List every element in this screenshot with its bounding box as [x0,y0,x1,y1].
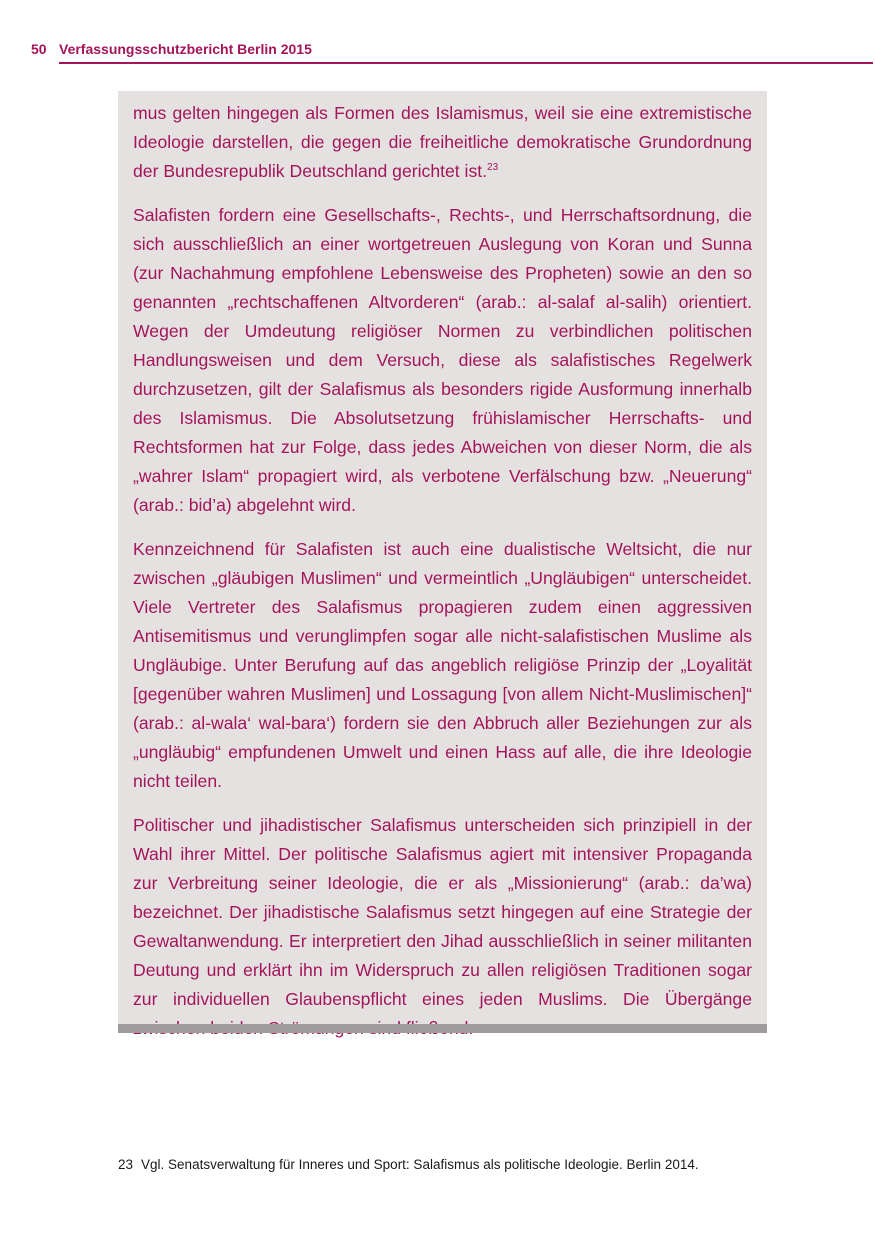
footnote [118,1156,778,1174]
footnote-text: Vgl. Senatsverwaltung für Inneres und Sport: Salafismus als politische Ideologie. Berlin 2014. [141,1157,699,1172]
page-number: 50 [31,41,47,57]
paragraph-1 [133,99,752,186]
info-box-bottom-bar [118,1024,767,1033]
header-rule [59,62,873,64]
paragraph-2: Salafisten fordern eine Gesellschafts-, Rechts-, und Herrschaftsordnung, die sich ausschließlich an einer wortgetreuen Auslegung von Koran und Sunna (zur Nachahmung empfohlene Lebensweise des Propheten) sowie an den so genannten „rechtschaffenen Altvorderen“ (arab.: al-salaf al-salih) orientiert. Wegen der Umdeutung religiöser Normen zu verbindlichen politischen Handlungsweisen und dem Versuch, diese als salafistisches Regelwerk durchzusetzen, gilt der Salafismus als besonders rigide Ausformung innerhalb des Islamismus. Die Absolutsetzung frühislamischer Herrschafts- und Rechtsformen hat zur Folge, dass jedes Abweichen von dieser Norm, die als „wahrer Islam“ propagiert wird, als verbotene Verfälschung bzw. „Neuerung“ (arab.: bid’a) abgelehnt wird. [133,205,752,515]
info-box-content [133,99,752,1058]
paragraph-4: Politischer und jihadistischer Salafismus unterscheiden sich prinzipiell in der Wahl ihrer Mittel. Der politische Salafismus agiert mit intensiver Propaganda zur Verbreitung seiner Ideologie, die er als „Missionierung“ (arab.: da’wa) bezeichnet. Der jihadistische Salafismus setzt hingegen auf eine Strategie der Gewaltanwendung. Er interpretiert den Jihad ausschließlich in seiner militanten Deutung und erklärt ihn im Widerspruch zu allen religiösen Traditionen sogar zur individuellen Glaubenspflicht eines jeden Muslims. Die Übergänge [133,815,752,1009]
running-title: Verfassungsschutzbericht Berlin 2015 [59,41,312,57]
footnote-number: 23 [118,1157,134,1172]
info-box [118,91,767,1024]
paragraph-1-text: mus gelten hingegen als Formen des Islamismus, weil sie eine extremistische Ideologie darstellen, die gegen die freiheitliche demokratische Grundordnung der Bundesrepublik Deutschland gerichtet ist. [133,103,752,181]
footnote-reference[interactable]: 23 [487,162,499,174]
page-header [31,40,873,64]
paragraph-3: Kennzeichnend für Salafisten ist auch eine dualistische Weltsicht, die nur zwischen „gläubigen Muslimen“ und vermeintlich „Ungläubigen“ unterscheidet. Viele Vertreter des Salafismus propagieren zudem einen aggressiven Antisemitismus und verunglimpfen sogar alle nicht-salafistischen Muslime als Ungläubige. Unter Berufung auf das angeblich religiöse Prinzip der „Loyalität [gegenüber wahren Muslimen] und Lossagung [von allem Nicht-Muslimischen]“ (arab.: al-wala‘ wal-bara‘) fordern sie den Abbruch aller Beziehungen zur als „ungläubig“ empfundenen Umwelt und einen Hass auf alle, die ihre Ideologie nicht teilen. [133,539,752,791]
